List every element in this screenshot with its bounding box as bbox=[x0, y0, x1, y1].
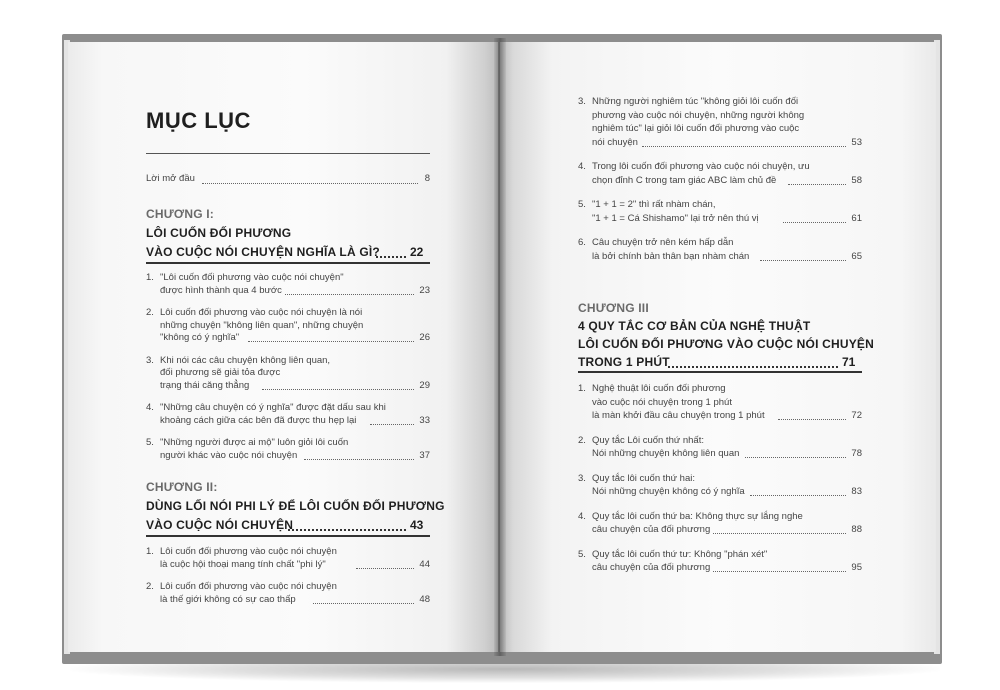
toc-entry-text: Quy tắc lôi cuốn thứ hai: bbox=[592, 472, 695, 484]
intro-label: Lời mở đầu bbox=[146, 173, 195, 184]
toc-entry bbox=[578, 160, 862, 187]
intro-dots bbox=[202, 182, 418, 184]
chapter-3-title-line1: 4 QUY TẮC CƠ BẢN CỦA NGHỆ THUẬT bbox=[578, 319, 811, 333]
toc-entry-number: 1. bbox=[578, 383, 586, 394]
toc-entry-dots bbox=[788, 183, 846, 185]
toc-entry-number: 5. bbox=[578, 548, 586, 560]
toc-entry-number: 1. bbox=[146, 272, 154, 283]
toc-entry-page: 44 bbox=[419, 558, 430, 570]
chapter-3-dots bbox=[668, 366, 838, 368]
chapter-2-title-line2: VÀO CUỘC NÓI CHUYỆN bbox=[146, 518, 294, 532]
chapter-1-rule bbox=[146, 262, 430, 264]
toc-entry-text: Lôi cuốn đối phương vào cuộc nói chuyện là nói bbox=[160, 307, 363, 318]
toc-entry-text: được hình thành qua 4 bước bbox=[160, 284, 282, 296]
toc-entry-dots bbox=[356, 567, 414, 569]
toc-entry-dots bbox=[642, 145, 846, 147]
toc-entry-text: Nghệ thuật lôi cuốn đối phương bbox=[592, 383, 726, 394]
toc-entry-dots bbox=[783, 221, 846, 223]
toc-entry-number: 1. bbox=[146, 546, 154, 557]
chapter-1-page: 22 bbox=[410, 245, 424, 259]
chapter-2-dots bbox=[288, 529, 406, 531]
toc-entry-dots bbox=[313, 602, 414, 604]
toc-entry-number: 3. bbox=[578, 96, 586, 107]
toc-entry bbox=[146, 545, 430, 570]
toc-entry-number: 5. bbox=[146, 437, 154, 448]
toc-entry bbox=[578, 510, 862, 537]
toc-entry-dots bbox=[285, 293, 414, 295]
toc-entry-dots bbox=[248, 340, 414, 342]
toc-entry bbox=[578, 434, 862, 461]
toc-entry-text: Câu chuyện trở nên kém hấp dẫn bbox=[592, 237, 734, 248]
toc-entry-text: là bởi chính bản thân bạn nhàm chán bbox=[592, 250, 750, 262]
toc-entry-text: đối phương sẽ giải tỏa được bbox=[160, 367, 281, 378]
toc-entry-number: 6. bbox=[578, 237, 586, 248]
toc-entry-number: 2. bbox=[146, 581, 154, 592]
toc-entry-text: "Lôi cuốn đối phương vào cuộc nói chuyện" bbox=[160, 272, 344, 283]
toc-entry-text: Lôi cuốn đối phương vào cuộc nói chuyện bbox=[160, 546, 337, 557]
toc-entry-text: những chuyện "không liên quan", những chuyện bbox=[160, 319, 364, 331]
toc-entry-text: câu chuyện của đối phương bbox=[592, 562, 711, 573]
toc-entry bbox=[146, 271, 430, 296]
chapter-1-title-line2: VÀO CUỘC NÓI CHUYỆN NGHĨA LÀ GÌ? bbox=[146, 245, 380, 259]
toc-entry bbox=[146, 401, 430, 426]
toc-entry-text: Lôi cuốn đối phương vào cuộc nói chuyện bbox=[160, 581, 337, 592]
toc-entry-text: "Những câu chuyện có ý nghĩa" được đặt dấu sau khi bbox=[160, 402, 386, 413]
toc-entry-page: 95 bbox=[851, 562, 862, 573]
toc-entry-text: câu chuyện của đối phương bbox=[592, 524, 711, 535]
toc-entry-number: 4. bbox=[578, 510, 586, 522]
toc-entry-text: nghiêm túc" lại giỏi lôi cuốn đối phương vào cuộc bbox=[592, 123, 800, 134]
toc-entry-page: 88 bbox=[851, 524, 862, 535]
toc-entry-text: phương vào cuộc nói chuyện, những người không bbox=[592, 109, 805, 121]
toc-entry-dots bbox=[370, 423, 414, 425]
toc-entry-page: 29 bbox=[419, 379, 430, 391]
toc-entry-text: "Những người được ai mộ" luôn giỏi lôi cuốn bbox=[160, 437, 349, 448]
chapter-3-rule bbox=[578, 371, 862, 373]
chapter-1-title-line1: LÔI CUỐN ĐỐI PHƯƠNG bbox=[146, 226, 292, 240]
toc-entry-page: 33 bbox=[419, 414, 430, 426]
toc-entry-number: 4. bbox=[578, 161, 586, 172]
toc-entry bbox=[146, 354, 430, 392]
toc-entry-page: 65 bbox=[851, 250, 862, 262]
toc-entry-number: 4. bbox=[146, 402, 154, 413]
toc-entry-page: 58 bbox=[851, 174, 862, 186]
chapter-3-title-line2: LÔI CUỐN ĐỐI PHƯƠNG VÀO CUỘC NÓI CHUYỆN bbox=[578, 337, 875, 351]
toc-entry-dots bbox=[760, 259, 847, 261]
toc-entry-number: 3. bbox=[146, 354, 154, 366]
toc-entry-dots bbox=[262, 388, 414, 390]
toc-entry-text: trạng thái căng thẳng bbox=[160, 379, 250, 391]
left-page bbox=[68, 42, 498, 652]
toc-entry bbox=[578, 472, 862, 499]
toc-entry-page: 48 bbox=[419, 593, 430, 605]
toc-entry-page: 23 bbox=[419, 284, 430, 296]
toc-entry-text: vào cuộc nói chuyện trong 1 phút bbox=[592, 396, 732, 408]
toc-entry bbox=[578, 236, 862, 263]
toc-entry-number: 2. bbox=[578, 434, 586, 446]
toc-entry-text: khoảng cách giữa các bên đã được thu hẹp lại bbox=[160, 414, 357, 426]
toc-entry-text: "không có ý nghĩa" bbox=[160, 332, 240, 343]
toc-entry-text: Khi nói các câu chuyện không liên quan, bbox=[160, 354, 331, 366]
toc-entry-text: nói chuyện bbox=[592, 136, 638, 148]
toc-entry-text: "1 + 1 = Cá Shishamo" lại trở nên thú vị bbox=[592, 212, 759, 224]
chapter-1-label: CHƯƠNG I: bbox=[146, 207, 214, 221]
toc-entry-dots bbox=[304, 458, 414, 460]
toc-entry-text: Những người nghiêm túc "không giỏi lôi cuốn đối bbox=[592, 96, 799, 107]
toc-entry-dots bbox=[745, 456, 846, 458]
toc-entry-dots bbox=[778, 418, 846, 420]
toc-entry-dots bbox=[750, 494, 846, 496]
toc-entry bbox=[578, 548, 862, 575]
chapter-3-title-line3: TRONG 1 PHÚT bbox=[578, 355, 670, 369]
toc-entry-text: Nói những chuyện không có ý nghĩa bbox=[592, 486, 745, 497]
toc-entry-page: 37 bbox=[419, 449, 430, 461]
toc-entry-page: 61 bbox=[851, 212, 862, 224]
book-gutter bbox=[494, 38, 506, 656]
toc-entry-text: Quy tắc Lôi cuốn thứ nhất: bbox=[592, 434, 704, 446]
toc-entry bbox=[146, 580, 430, 605]
toc-entry-number: 2. bbox=[146, 307, 154, 318]
toc-entry-text: là màn khởi đầu câu chuyện trong 1 phút bbox=[592, 410, 765, 421]
toc-entry-text: Trong lôi cuốn đối phương vào cuộc nói chuyện, ưu bbox=[592, 161, 810, 172]
toc-entry-page: 53 bbox=[851, 136, 862, 148]
chapter-3-label: CHƯƠNG III bbox=[578, 301, 649, 315]
right-page bbox=[500, 42, 936, 652]
toc-entry-text: Nói những chuyện không liên quan bbox=[592, 448, 740, 459]
chapter-2-page: 43 bbox=[410, 518, 424, 532]
intro-entry bbox=[146, 173, 430, 186]
toc-entry bbox=[578, 95, 862, 149]
intro-page: 8 bbox=[424, 173, 430, 184]
toc-entry-dots bbox=[713, 532, 847, 534]
chapter-2-title-line1: DÙNG LỐI NÓI PHI LÝ ĐỂ LÔI CUỐN ĐỐI PHƯƠNG bbox=[146, 499, 445, 513]
toc-entry-text: là thế giới không có sự cao thấp bbox=[160, 593, 296, 605]
chapter-2-rule bbox=[146, 535, 430, 537]
toc-entry-number: 3. bbox=[578, 472, 586, 484]
toc-entry-dots bbox=[713, 570, 847, 572]
heading-rule bbox=[146, 153, 430, 154]
toc-entry bbox=[578, 382, 862, 423]
toc-entry-text: người khác vào cuộc nói chuyện bbox=[160, 449, 298, 461]
toc-entry-page: 72 bbox=[851, 410, 862, 421]
toc-entry-number: 5. bbox=[578, 199, 586, 210]
toc-entry bbox=[578, 198, 862, 225]
chapter-1-dots bbox=[376, 256, 406, 258]
toc-entry-page: 26 bbox=[419, 332, 430, 343]
toc-entry-text: Quy tắc lôi cuốn thứ tư: Không "phán xét" bbox=[592, 548, 768, 560]
toc-entry-page: 83 bbox=[851, 486, 862, 497]
toc-entry-text: "1 + 1 = 2" thì rất nhàm chán, bbox=[592, 199, 716, 210]
toc-entry bbox=[146, 436, 430, 461]
toc-heading: MỤC LỤC bbox=[146, 108, 251, 133]
chapter-3-page: 71 bbox=[842, 355, 856, 369]
toc-entry-text: chọn đỉnh C trong tam giác ABC làm chủ đề bbox=[592, 174, 777, 186]
toc-entry-page: 78 bbox=[851, 448, 862, 459]
toc-entry-text: là cuộc hội thoại mang tính chất "phi lý" bbox=[160, 558, 326, 570]
chapter-2-label: CHƯƠNG II: bbox=[146, 480, 218, 494]
toc-entry bbox=[146, 306, 430, 344]
toc-entry-text: Quy tắc lôi cuốn thứ ba: Không thực sự lắng nghe bbox=[592, 510, 803, 522]
